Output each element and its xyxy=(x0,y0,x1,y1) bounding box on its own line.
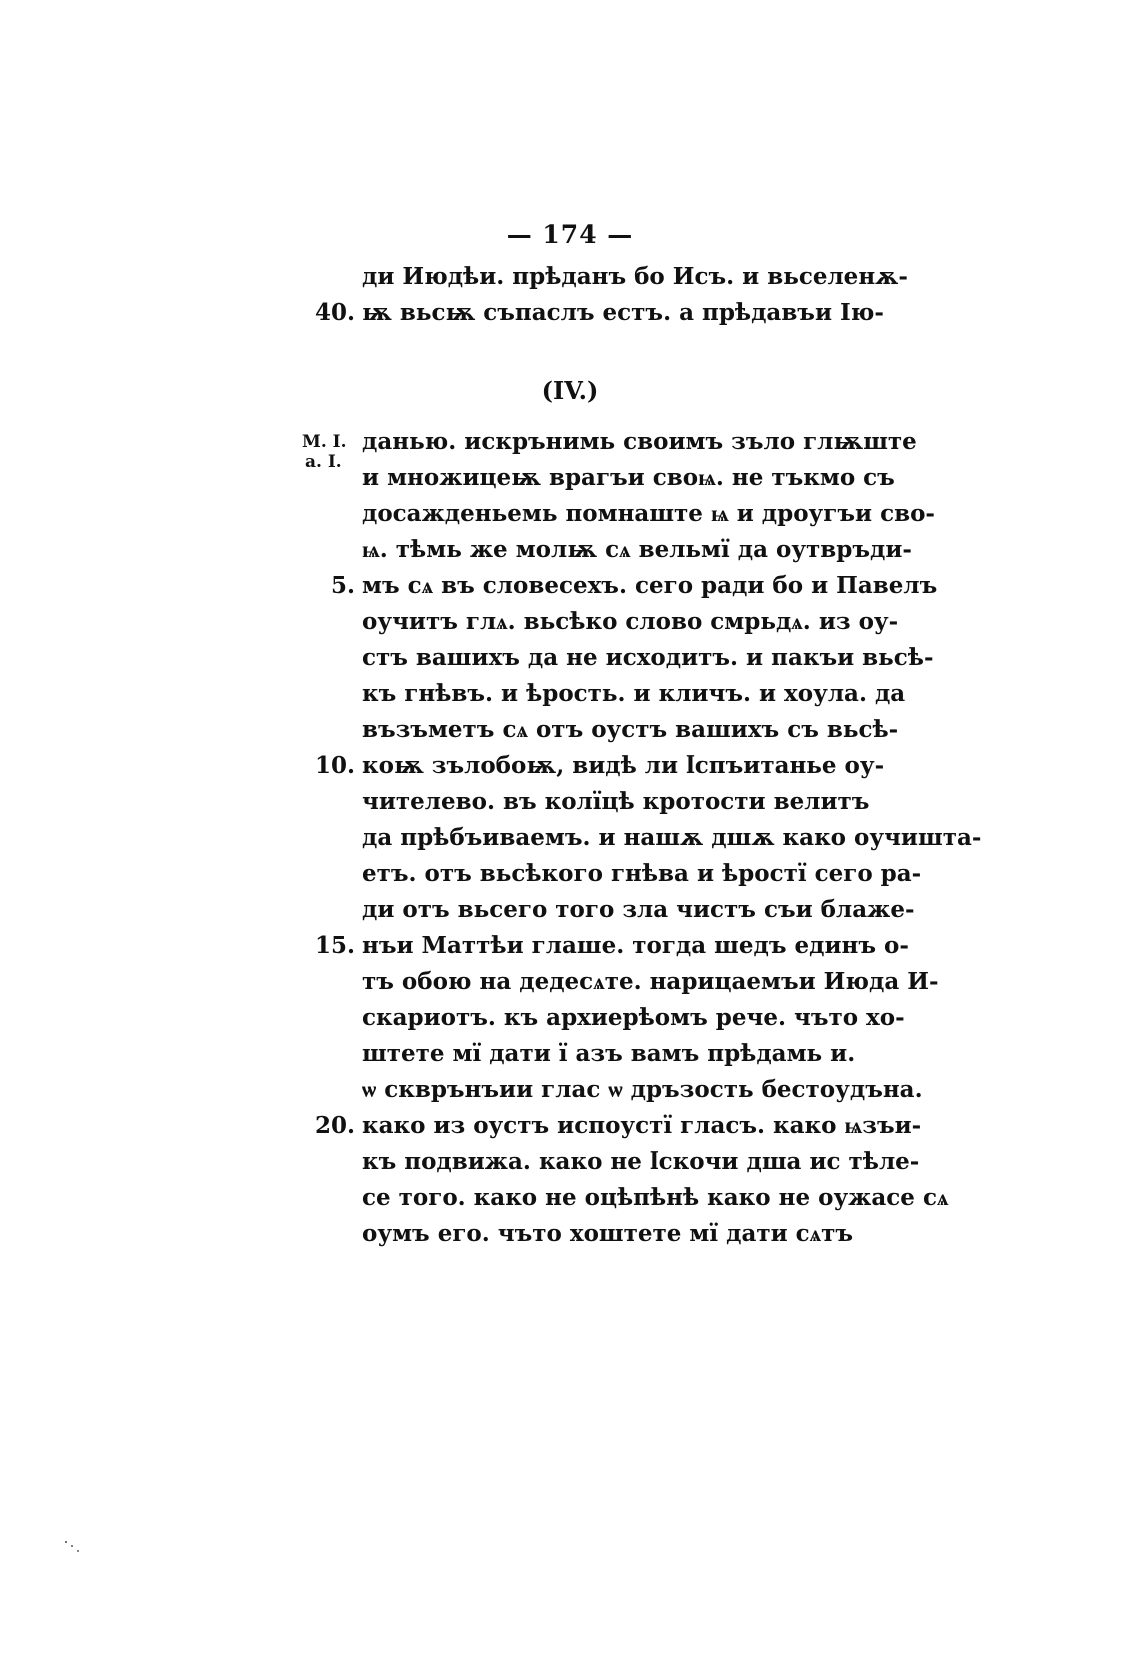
text-line: како из оустъ испоустї гласъ. како ѩзъи- xyxy=(362,1112,922,1139)
text-line: стъ вашихъ да не исходитъ. и пакъи вьсѣ- xyxy=(362,644,934,671)
text-line: и множицеѭ врагъи своѩ. не тъкмо съ xyxy=(362,464,895,491)
text-line: къ гнѣвъ. и ѣрость. и кличъ. и хоула. да xyxy=(362,680,906,707)
text-line: ѡ скврънъии глас ѡ дръзость бестоудъна. xyxy=(362,1076,923,1103)
text-line: штете мї дати ї азъ вамъ прѣдамь и. xyxy=(362,1040,856,1067)
text-line: се того. како не оцѣпѣнѣ како не оужасе сѧ xyxy=(362,1184,949,1211)
marginal-note: М. I. xyxy=(302,432,347,452)
marginal-note: а. I. xyxy=(305,452,342,472)
section-heading: (IV.) xyxy=(541,376,599,405)
text-line: да прѣбъиваемъ. и нашѫ дшѫ како оучишта- xyxy=(362,824,982,851)
text-line: оумъ его. чъто хоштете мї дати сѧтъ xyxy=(362,1220,854,1247)
text-line: нъи Маттѣи глаше. тогда шедъ единъ о- xyxy=(362,932,909,959)
line-number: 10. xyxy=(314,752,355,779)
text-line: ѩ. тѣмь же молѭ сѧ вельмї да оутвръди- xyxy=(362,536,912,563)
text-line: етъ. отъ вьсѣкого гнѣва и ѣростї сего ра- xyxy=(362,860,922,887)
text-line: досажденьемь помнаште ѩ и дроугъи сво- xyxy=(362,500,935,527)
text-line: къ подвижа. како не ӏскочи дша ис тѣле- xyxy=(362,1148,920,1175)
page-number: — 174 — xyxy=(506,220,634,249)
text-line: ди отъ вьсего того зла чистъ съи блаже- xyxy=(362,896,915,923)
text-line: коѭ зълобоѭ, видѣ ли ӏспъитанье оу- xyxy=(362,752,885,779)
scan-specks-icon xyxy=(64,1540,84,1554)
text-line: чителево. въ колїцѣ кротости велитъ xyxy=(362,788,870,815)
text-line: скариотъ. къ архиерѣомъ рече. чъто хо- xyxy=(362,1004,905,1031)
text-line: оучитъ глѧ. вьсѣко слово смрьдѧ. из оу- xyxy=(362,608,899,635)
text-line: данью. искрънимь своимъ зъло глѭште xyxy=(362,428,917,455)
text-line: тъ обою на дедесѧте. нарицаемъи Июда И- xyxy=(362,968,939,995)
line-number: 15. xyxy=(314,932,355,959)
text-line: ди Июдѣи. прѣданъ бо Исъ. и вьселенѫ- xyxy=(362,263,908,290)
line-number: 20. xyxy=(314,1112,355,1139)
text-line: ѭ вьсѭ съпаслъ естъ. а прѣдавъи Ію- xyxy=(362,299,884,326)
line-number: 40. xyxy=(314,299,355,326)
text-line: възъметъ сѧ отъ оустъ вашихъ съ вьсѣ- xyxy=(362,716,899,743)
line-number: 5. xyxy=(330,572,355,599)
text-line: мъ сѧ въ словесехъ. сего ради бо и Павелъ xyxy=(362,572,938,599)
